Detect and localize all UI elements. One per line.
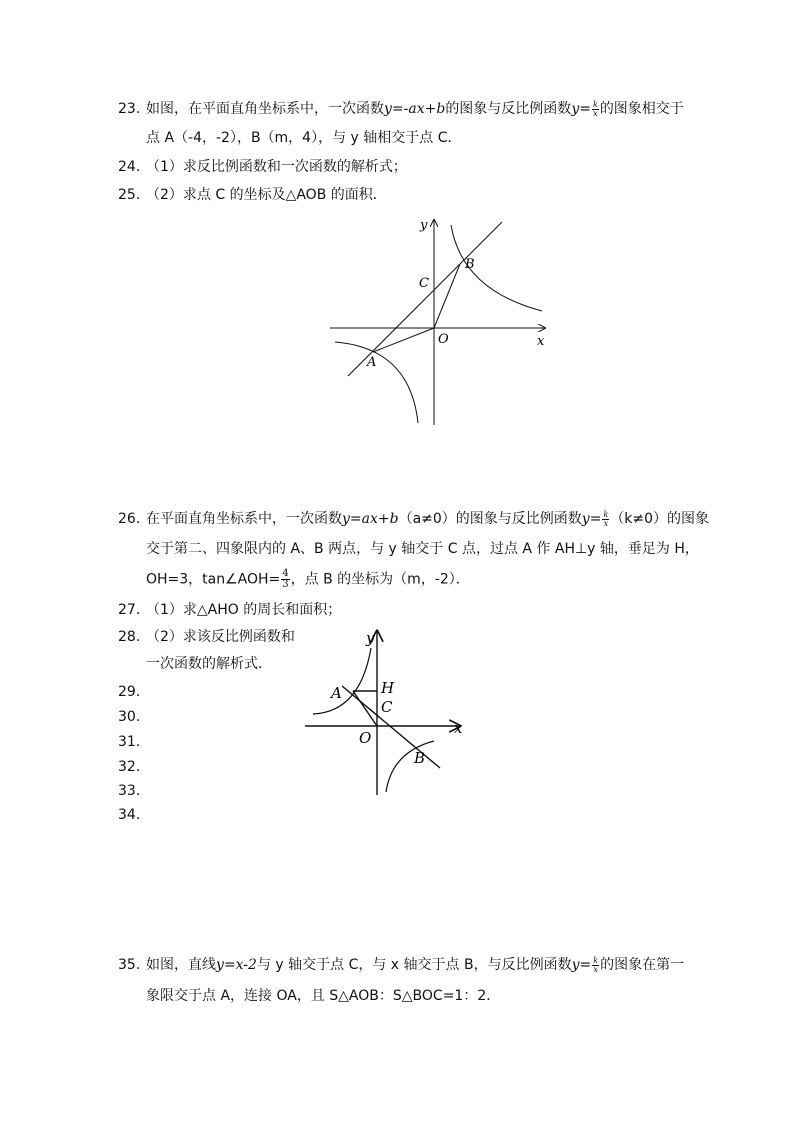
- segment-OA: [373, 328, 434, 352]
- q35-expr: y=x-2: [216, 957, 257, 973]
- q25-text: （2）求点 C 的坐标及△AOB 的面积．: [146, 187, 387, 203]
- segment-OB: [434, 264, 460, 328]
- label-C: C: [419, 276, 429, 291]
- q26-frac-num: k: [603, 509, 609, 519]
- q26-frac-den: x: [603, 518, 609, 528]
- blank-number: 32.: [118, 759, 141, 775]
- q23-text-line2: 点 A（-4，-2），B（m，4），与 y 轴相交于点 C．: [146, 130, 462, 146]
- label-A: A: [367, 355, 377, 370]
- blank-number: 33.: [118, 783, 141, 799]
- label-B: B: [465, 257, 475, 272]
- q35-y: y=: [571, 957, 592, 973]
- blank-number: 34.: [118, 807, 141, 823]
- q26-tan-fraction: [281, 569, 289, 590]
- blank-number: 30.: [118, 709, 141, 725]
- q23-y: y=: [571, 101, 591, 117]
- q27-text: （1）求△AHO 的周长和面积；: [146, 602, 342, 618]
- q26-cond2: （k≠0）的图象: [610, 511, 710, 527]
- label-O: O: [438, 332, 449, 347]
- q26-text-line3b: ，点 B 的坐标为（m，-2）．: [290, 571, 470, 588]
- label-x: x: [454, 719, 463, 737]
- q26-expr: y=ax+b: [342, 511, 399, 527]
- q35-text-a: 如图，直线: [146, 957, 216, 973]
- figure-2: [300, 625, 475, 800]
- q26-tan-den: 3: [282, 579, 289, 590]
- linear-function-line: [348, 222, 502, 376]
- label-y: y: [420, 218, 428, 233]
- q35-text-line2: 象限交于点 A，连接 OA，且 S△AOB：S△BOC=1：2．: [146, 988, 501, 1004]
- q24-text: （1）求反比例函数和一次函数的解析式；: [146, 159, 407, 175]
- hyperbola-branch-q4: [386, 741, 434, 792]
- q27-number: 27.: [118, 602, 141, 618]
- q26-tan-num: 4: [282, 568, 289, 579]
- q35-text-b: 与 y 轴交于点 C，与 x 轴交于点 B，与反比例函数: [256, 957, 572, 973]
- label-B: B: [414, 749, 426, 767]
- label-H: H: [381, 679, 395, 697]
- q26-text-line2: 交于第二、四象限内的 A、B 两点，与 y 轴交于 C 点，过点 A 作 AH⊥y 轴，垂足为 H，: [146, 541, 699, 557]
- q28-text: （2）求该反比例函数和: [146, 629, 295, 645]
- q35-frac-den: x: [593, 964, 598, 974]
- q23-frac-den: x: [593, 108, 598, 118]
- label-x: x: [537, 334, 545, 349]
- q23-fraction: [592, 101, 599, 118]
- q26-fraction: [602, 511, 609, 528]
- q26-text-line3a: OH=3，tan∠AOH=: [146, 571, 281, 588]
- q35-text-c: 的图象在第一: [600, 957, 685, 973]
- q23-text-b: 的图象与反比例函数: [445, 101, 572, 117]
- label-C: C: [381, 698, 393, 716]
- q25-number: 25.: [118, 187, 141, 203]
- q24-number: 24.: [118, 159, 141, 175]
- q23-number: 23.: [118, 101, 141, 117]
- label-A: A: [331, 684, 342, 702]
- q26-number: 26.: [118, 511, 141, 527]
- q35-fraction: [592, 957, 599, 974]
- q26-cond: （a≠0）的图象与反比例函数: [398, 511, 582, 527]
- q23-expr: y=-ax+b: [384, 101, 446, 117]
- q35-frac-num: k: [593, 955, 599, 965]
- label-y: y: [366, 629, 375, 647]
- q26-text-a: 在平面直角坐标系中，一次函数: [146, 511, 342, 527]
- segment-AO: [353, 691, 377, 726]
- blank-number: 29.: [118, 684, 141, 700]
- q26-y: y=: [581, 511, 602, 527]
- q23-text-a: 如图，在平面直角坐标系中，一次函数: [146, 101, 384, 117]
- hyperbola-branch-q3: [335, 342, 418, 423]
- figure-1: [320, 212, 560, 432]
- q23-text-c: 的图象相交于: [599, 101, 684, 117]
- q23-frac-num: k: [592, 99, 598, 109]
- q28-number: 28.: [118, 629, 141, 645]
- q28-text2: 一次函数的解析式．: [146, 656, 272, 672]
- q35-number: 35.: [118, 957, 141, 973]
- blank-number: 31.: [118, 734, 141, 750]
- label-O: O: [359, 729, 372, 747]
